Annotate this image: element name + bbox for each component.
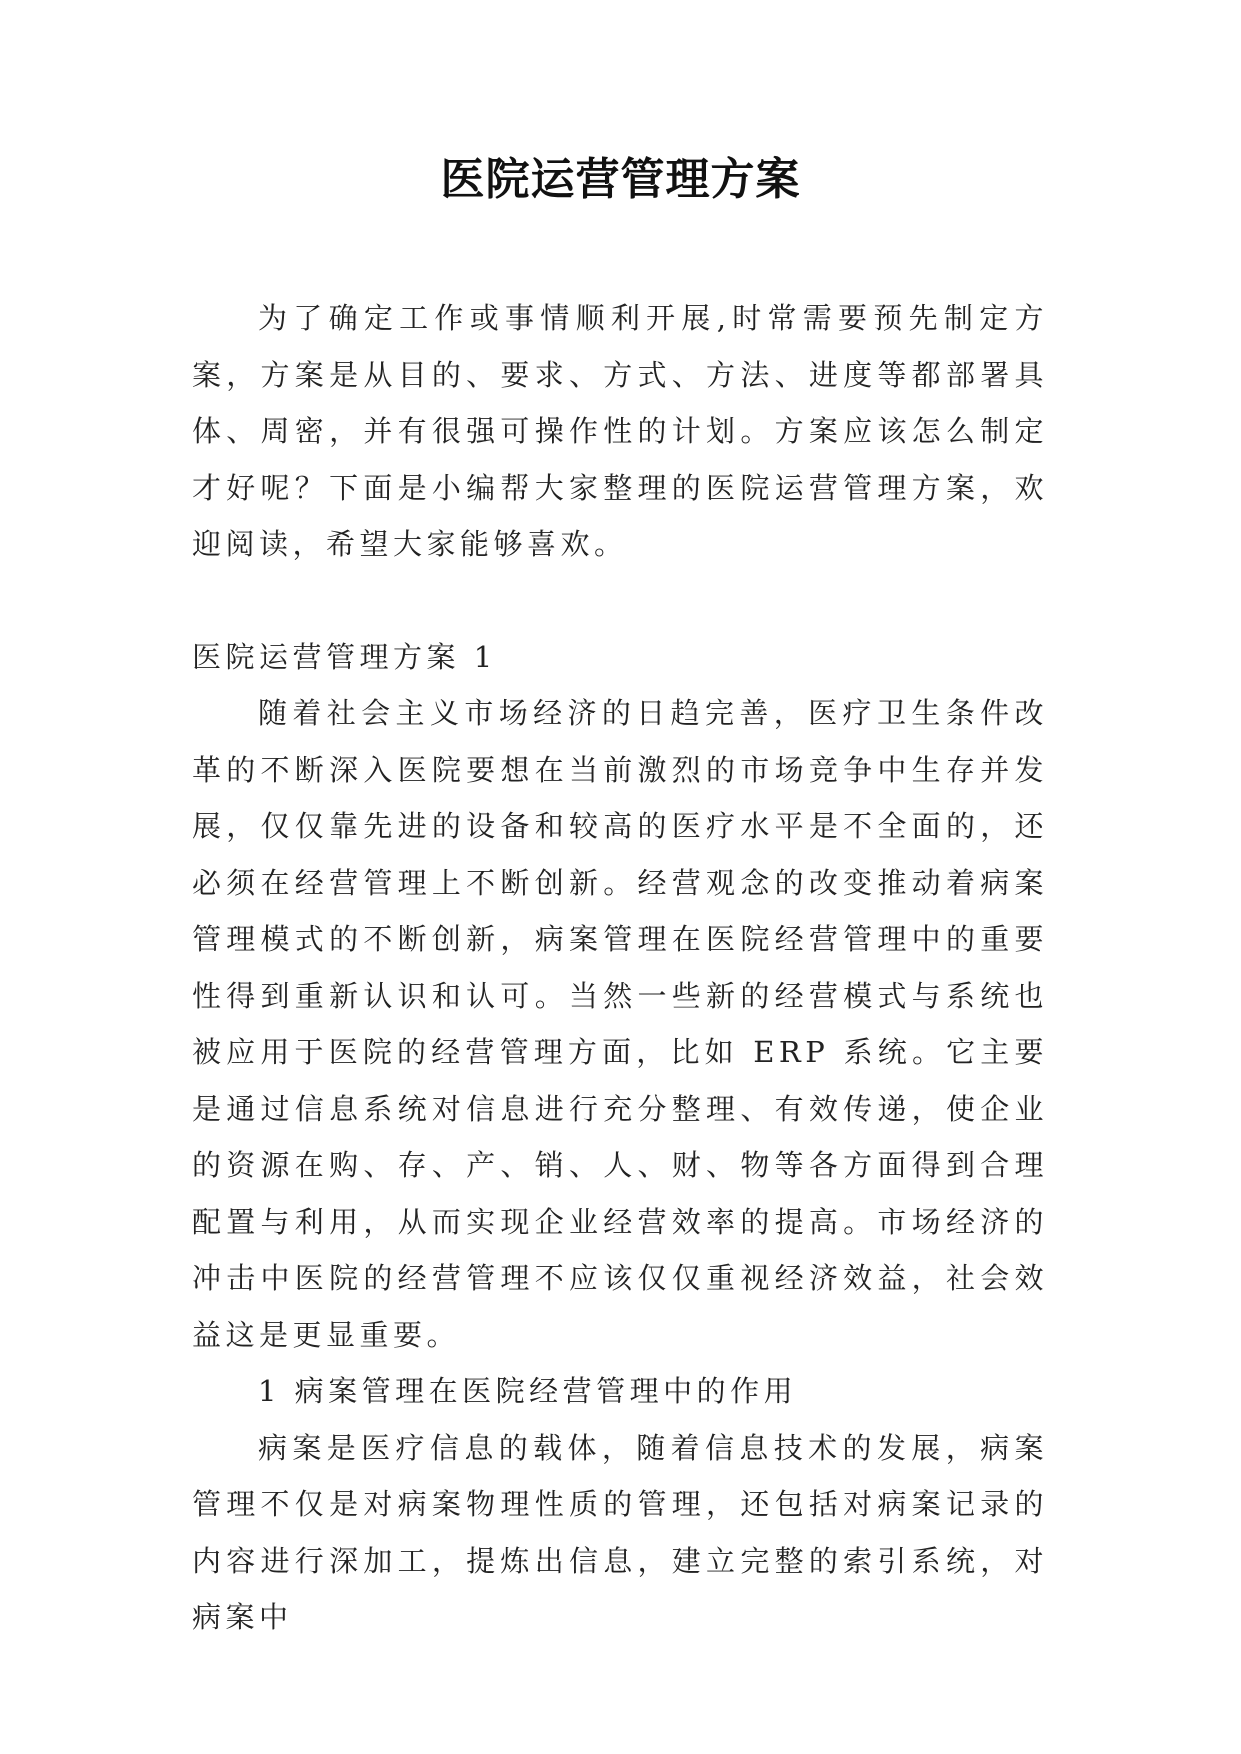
section-heading-1: 医院运营管理方案 1 (192, 639, 497, 674)
section1-paragraph-1: 随着社会主义市场经济的日趋完善，医疗卫生条件改革的不断深入医院要想在当前激烈的市场竞争中生存并发展，仅仅靠先进的设备和较高的医疗水平是不全面的，还必须在经营管理上不断创新。经营观念的改变推动着病案管理模式的不断创新，病案管理在医院经营管理中的重要性得到重新认识和认可。当然一些新的经营模式与系统也被应用于医院的经营管理方面，比如 ERP 系统。它主要是通过信息系统对信息进行充分整理、有效传递，使企业的资源在购、存、产、销、人、财、物等各方面得到合理配置与利用，从而实现企业经营效率的提高。市场经济的冲击中医院的经营管理不应该仅仅重视经济效益，社会效益这是更显重要。 (192, 696, 1048, 1352)
intro-paragraph: 为了确定工作或事情顺利开展,时常需要预先制定方案，方案是从目的、要求、方式、方法、进度等都部署具体、周密，并有很强可操作性的计划。方案应该怎么制定才好呢？下面是小编帮大家整理的医院运营管理方案，欢迎阅读，希望大家能够喜欢。 (192, 301, 1048, 561)
section1-paragraph-2: 病案是医疗信息的载体，随着信息技术的发展，病案管理不仅是对病案物理性质的管理，还包括对病案记录的内容进行深加工，提炼出信息，建立完整的索引系统，对病案中 (192, 1430, 1048, 1634)
document-body (192, 290, 1048, 1646)
subheading-1: 1 病案管理在医院经营管理中的作用 (258, 1374, 798, 1408)
document-title: 医院运营管理方案 (440, 154, 801, 205)
